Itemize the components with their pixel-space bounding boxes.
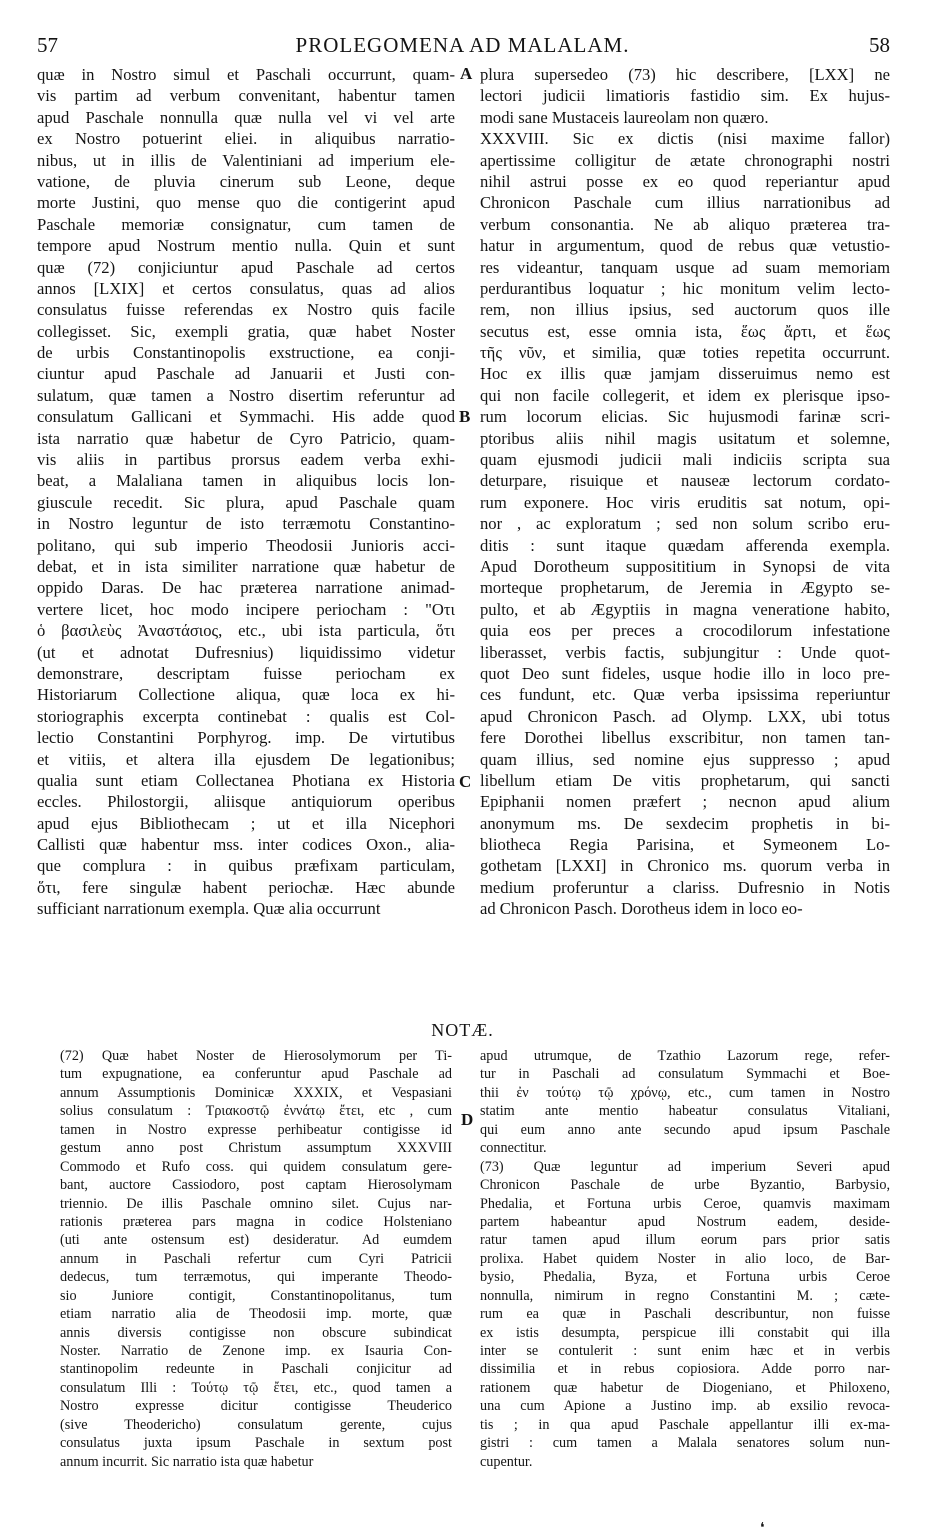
text-line: dedecus, tum terræmotus, qui imperante Theodo- <box>60 1269 452 1286</box>
text-line: secutus est, esse omnia ista, ἕως ἄρτι, et ἕως <box>480 321 890 341</box>
text-line: medium proferuntur a clariss. Dufresnio in Notis <box>480 877 890 897</box>
text-line: apud utrumque, de Tzathio Lazorum rege, refer- <box>480 1048 890 1064</box>
text-line: in Nostro leguntur de isto terræmotu Constantino- <box>37 514 455 534</box>
text-line: stantinopolim redeunte in Paschali conjicitur ad <box>60 1361 452 1378</box>
text-line: lectio Constantini Porphyrog. imp. De virtutibus <box>37 728 455 748</box>
text-line: ad Chronicon Pasch. Dorotheus idem in loco eo- <box>480 899 803 919</box>
text-line: Paschale memoriæ consignatur, cum tamen de <box>37 214 455 234</box>
text-line: eccles. Philostorgii, aliisque antiquiorum operibus <box>37 792 455 812</box>
margin-marker-b: B <box>459 407 471 426</box>
text-line: debat, et in ista similiter narratione quæ habetur de <box>37 556 455 576</box>
text-line: gistri : cum tamen a Malala senatores solum nun- <box>480 1435 890 1452</box>
text-line: XXXVIII. Sic ex dictis (nisi maxime fallor) <box>480 129 890 149</box>
text-line: cupentur. <box>480 1453 533 1470</box>
text-line: Chronicon Paschale de urbe Byzantio, Barbysio, <box>480 1177 890 1194</box>
text-line: ista narratio quæ habetur de Cyro Patricio, quam- <box>37 428 455 448</box>
text-line: apud Paschale nonnulla quæ nulla vel vi vel arte <box>37 107 455 127</box>
text-line: sio Juniore contigit, Constantinopolitanus, tum <box>60 1287 452 1304</box>
main-right-column <box>480 64 890 920</box>
text-line: tempore apud Nostrum mentio nulla. Quin et sunt <box>37 236 455 256</box>
text-line: collegisset. Sic, exempli gratia, quæ habet Noster <box>37 321 455 341</box>
main-left-column <box>37 64 455 920</box>
text-line: τῆς νῦν, et similia, quæ toties repetita occurrunt. <box>480 343 890 363</box>
text-line: oppido Daras. De hac præterea narratione animad- <box>37 578 455 598</box>
text-line: Chronicon Paschale cum illius narrationibus ad <box>480 193 890 213</box>
text-line: rem, non illius ipsius, sed auctorum quos ille <box>480 300 890 320</box>
left-page-number: 57 <box>37 33 58 57</box>
text-line: fere Dorothei libellus exscribitur, non tamen tan- <box>480 728 890 748</box>
text-line: gestum anno post Christum assumptum XXXVIII <box>60 1140 452 1157</box>
text-line: bliotheca Regia Parisina, et Symeonem Lo- <box>480 835 890 855</box>
text-line: apud Chronicon Pasch. ad Olymp. LXX, ubi totus <box>480 706 890 726</box>
text-line: Commodo et Rufo coss. qui quidem consulatum gere- <box>60 1158 452 1175</box>
text-line: liberasset, verbis factis, subjungitur : Unde quot- <box>480 642 890 662</box>
text-line: Nostro expresse dicitur contigisse Theuderico <box>60 1398 452 1415</box>
text-line: (72) Quæ habet Noster de Hierosolymorum per Ti- <box>60 1048 452 1064</box>
text-line: de urbis Constantinopolis exstructione, ea conji- <box>37 343 455 363</box>
text-line: plura supersedeo (73) hic describere, [LXX] ne <box>480 65 890 84</box>
text-line: partem habeantur apud Nostrum eadem, deside- <box>480 1213 890 1230</box>
margin-marker-c: C <box>459 772 472 791</box>
text-line: (sive Theodericho) consulatum gerente, cujus <box>60 1416 452 1433</box>
text-line: quam illius, sed nomine ejus suppresso ; apud <box>480 749 890 769</box>
text-line: ex Nostro potuerint eliei. in aliquibus narratio- <box>37 129 455 149</box>
text-line: storiographis excerpta continebat : qualis est Col- <box>37 706 455 726</box>
text-line: rationis præterea pars magna in codice Holsteniano <box>60 1213 452 1230</box>
text-line: et vitiis, et altera illa ejusdem De legationibus; <box>37 749 455 769</box>
text-line: res videantur, tanquam usque ad suam memoriam <box>480 257 890 277</box>
text-line: Noster. Narratio de Zenone imp. ex Isauria Con- <box>60 1343 452 1359</box>
text-line: lectori judicii limatioris fastidio sim. Ex hujus- <box>480 86 890 106</box>
text-line: rum exponere. Hoc viris eruditis sat notum, opi- <box>480 492 890 512</box>
text-line: ditis : sunt itaque quædam afferenda exempla. <box>480 535 890 555</box>
text-line: deturpare, risuique et nauseæ lectorum cordato- <box>480 471 890 491</box>
text-line: qui eum anno ante secundo apud ipsum Paschale <box>480 1121 890 1138</box>
text-line: una cum Apione a Justino imp. ab exsilio revoca- <box>480 1398 890 1415</box>
text-line: beat, a Malaliana tamen in aliquibus locis lon- <box>37 471 455 491</box>
text-line: annos [LXIX] et certos consulatus, quas ad alios <box>37 278 455 298</box>
text-line: ex istis desumpta, perspicue illi constabit qui illa <box>480 1324 890 1341</box>
right-page-number: 58 <box>869 33 890 57</box>
text-line: Phedalia, et Fortuna urbis Ceroe, quamvis maximam <box>480 1195 890 1212</box>
text-line: sufficiant narrationum exempla. Quæ alia occurrunt <box>37 899 381 919</box>
text-line: consulatus juxta ipsum Paschale in sextum post <box>60 1435 452 1452</box>
text-line: quam ejusmodi judicii mali indiciis scripta sua <box>480 450 890 470</box>
text-line: quia eos per preces a crocodilorum infestatione <box>480 621 890 641</box>
text-line: ὁ βασιλεὺς Ἀναστάσιος, etc., ubi ista particula, ὅτι <box>37 621 455 641</box>
text-line: anonymum ms. De sexdecim prophetis in bi- <box>480 813 890 833</box>
text-line: Apud Dorotheum supposititium in Synopsi de vita <box>480 556 890 576</box>
text-line: triennio. De illis Paschale omnino silet. Cujus nar- <box>60 1195 452 1212</box>
margin-marker-a: A <box>460 64 473 83</box>
text-line: Hoc ex illis quæ jamjam disseruimus nemo est <box>480 364 890 384</box>
text-line: (ut et adnotat Dufresnius) liquidissimo videtur <box>37 642 455 662</box>
text-line: giuscule recedit. Sic plura, apud Paschale quam <box>37 492 455 512</box>
text-line: rum locorum elicias. Sic hujusmodi farinæ scri- <box>480 407 890 427</box>
text-line: vis aliis in partibus prorsus eadem verba exhi- <box>37 450 455 470</box>
text-line: dissimilia et in rebus copiosiora. Adde porro nar- <box>480 1361 890 1378</box>
text-line: verbum consonantia. Ne ab aliquo præterea tra- <box>480 214 890 234</box>
notes-left-column <box>60 1047 452 1471</box>
text-line: qui non facile collegerit, et idem ex plerisque ipso- <box>480 385 890 405</box>
text-line: (73) Quæ leguntur ad imperium Severi apud <box>480 1158 890 1175</box>
text-line: vatione, de pluvia cinerum sub Leone, deque <box>37 171 455 191</box>
notes-heading: NOTÆ. <box>431 1020 494 1040</box>
text-line: sulatum, quæ tamen a Nostro disertim referuntur ad <box>37 385 455 405</box>
text-line: tur in Paschali ad consulatum Symmachi et Boe- <box>480 1066 890 1083</box>
text-line: rationem quæ habetur de Diogeniano, et Philoxeno, <box>480 1379 890 1396</box>
text-line: bysio, Phedalia, Byza, et Fortuna urbis Ceroe <box>480 1269 890 1286</box>
text-line: quæ in Nostro simul et Paschali occurrunt, quam- <box>37 65 455 84</box>
text-line: perdurantibus loquatur ; hic monitum velim lecto- <box>480 278 890 298</box>
text-line: morteque prophetarum, de Jeremia in Ægypto se- <box>480 578 890 598</box>
text-line: prolixa. Habet quidem Noster in alio loco, de Bar- <box>480 1250 890 1267</box>
text-line: annum incurrit. Sic narratio ista quæ habetur <box>60 1453 314 1470</box>
text-line: vis partim ad verbum convenitant, habentur tamen <box>37 86 455 106</box>
text-line: ces fundunt, etc. Quæ verba ipsissima reperiuntur <box>480 685 890 705</box>
text-line: ratur tamen apud illum eorum pars prior satis <box>480 1232 890 1249</box>
text-line: statim ante mentio habeatur consulatus Vitaliani, <box>480 1103 890 1120</box>
text-line: nihil astrui posse ex eo quod reperiantur apud <box>480 171 890 191</box>
text-line: quot Deo sunt fideles, usque hodie illo in loco pre- <box>480 663 890 683</box>
text-line: Callisti quæ habentur mss. inter codices Oxon., alia- <box>37 835 455 855</box>
text-line: vertere licet, hoc modo incipere periocham : "Οτι <box>37 599 455 619</box>
text-line: modi sane Mustaceis laureolam non quæro. <box>480 107 769 127</box>
text-line: demonstrare, descriptam fuisse periocham ex <box>37 663 455 683</box>
running-title: PROLEGOMENA AD MALALAM. <box>295 33 630 57</box>
text-line: thii ἐν τούτῳ τῷ χρόνῳ, etc., cum tamen in Nostro <box>480 1084 890 1101</box>
text-line: consulatum Illi : Τούτῳ τῷ ἔτει, etc., quod tamen a <box>60 1379 452 1396</box>
text-line: que complura : in quibus præfixam particulam, <box>37 856 455 876</box>
text-line: tamen in Nostro expresse perhibeatur contigisse id <box>60 1121 452 1138</box>
margin-marker-d: D <box>461 1110 474 1129</box>
text-line: apud ejus Bibliothecam ; ut et illa Nicephori <box>37 813 455 833</box>
text-line: Epiphanii nomen præfert ; necnon apud alium <box>480 792 890 812</box>
stray-ink-mark: ❛ <box>760 1521 765 1536</box>
text-line: (uti ante ostensum est) desideratur. Ad eumdem <box>60 1232 452 1249</box>
text-line: rum ea quæ in Paschali describuntur, non fuisse <box>480 1306 890 1323</box>
text-line: ciuntur apud Paschale ad Januarii et Justi con- <box>37 364 455 384</box>
text-line: consulatum Gallicani et Symmachi. His adde quod <box>37 407 455 427</box>
text-line: tis ; in qua apud Paschale appellantur illi ex-ma- <box>480 1416 890 1433</box>
text-line: libellum etiam De vitis prophetarum, qui sancti <box>480 770 890 790</box>
text-line: pulto, et ab Ægyptiis in magna veneratione habito, <box>480 599 890 619</box>
text-line: gothetam [LXXI] in Chronico ms. quorum verba in <box>480 856 890 876</box>
text-line: Historiarum Collectione aliqua, quæ loca ex hi- <box>37 685 455 705</box>
text-line: qualia sunt etiam Collectanea Photiana ex Historia <box>37 770 455 790</box>
text-line: ὅτι, fere singulæ habent periochæ. Hæc abunde <box>37 877 455 897</box>
text-line: nibus, ut in illis de Valentiniani ad imperium ele- <box>37 150 455 170</box>
text-line: quæ (72) conjiciuntur apud Paschale ad certos <box>37 257 455 277</box>
text-line: bant, auctore Cassiodoro, post captam Hierosolymam <box>60 1177 452 1194</box>
text-line: politano, qui sub imperio Theodosii Junioris acci- <box>37 535 455 555</box>
text-line: consulatus fuisse referendas ex Nostro quis facile <box>37 300 455 320</box>
text-line: inter se contulerit : sunt enim hæc et in verbis <box>480 1343 890 1359</box>
text-line: solius consulatum : Τριακοστῷ ἐννάτῳ ἔτει, etc , cum <box>60 1103 452 1120</box>
text-line: morte Justini, quo mense quo die contigerint apud <box>37 193 455 213</box>
text-line: annis diversis contigisse non obscure subindicat <box>60 1324 452 1341</box>
notes-right-column <box>480 1047 890 1471</box>
text-line: annum Assumptionis Dominicæ XXXIX, et Vespasiani <box>60 1084 452 1101</box>
text-line: apertissime colligitur de ætate chronographi nostri <box>480 150 890 170</box>
text-line: nor , ac exploratum ; sed non solum scribo eru- <box>480 514 890 534</box>
text-line: tum expugnatione, ea conferuntur apud Paschale ad <box>60 1066 452 1083</box>
text-line: ptoribus aliis nihil magis usitatum et solemne, <box>480 428 890 448</box>
text-line: annum in Paschali refertur cum Cyri Patricii <box>60 1250 452 1267</box>
text-line: nonnulla, nimirum in regno Constantini M. ; cæte- <box>480 1287 890 1304</box>
text-line: connectitur. <box>480 1140 547 1157</box>
text-line: hatur in argumentum, quod de rebus quæ vetustio- <box>480 236 890 256</box>
text-line: etiam narratio alia de Theodosii imp. morte, quæ <box>60 1306 452 1323</box>
